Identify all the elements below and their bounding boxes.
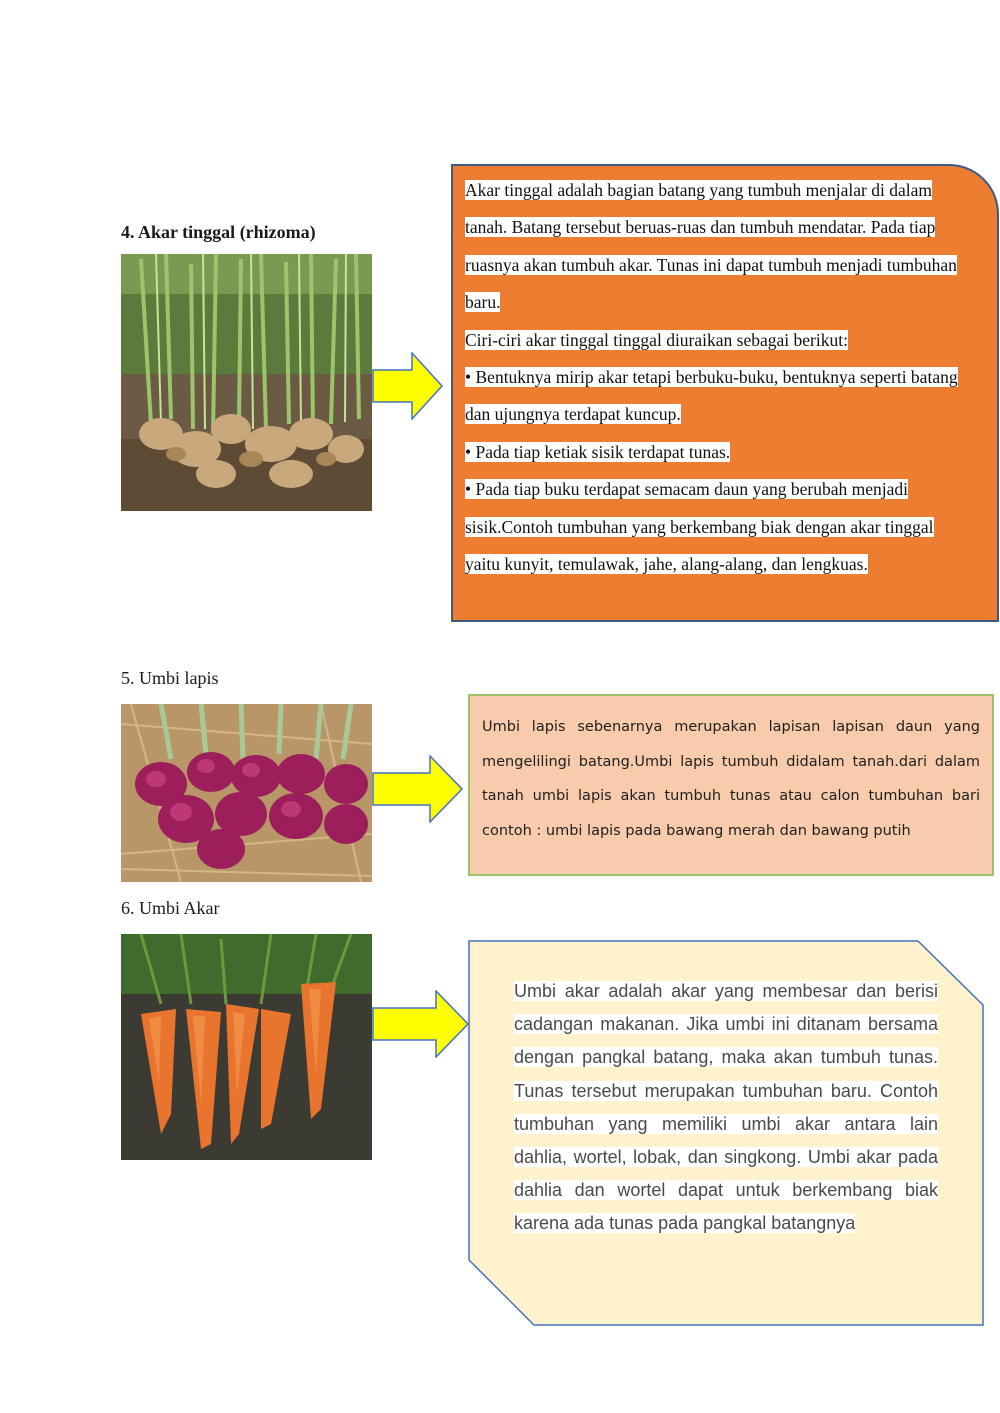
ginger-plant-photo [121,254,372,511]
red-onion-photo [121,704,372,882]
carrot-photo [121,934,372,1160]
rhizoma-description-box [451,164,999,622]
arrow-right-icon [372,755,464,823]
list-item: • Pada tiap ketiak sisik terdapat tunas. [465,441,731,462]
rhizoma-description: Akar tinggal adalah bagian batang yang tumbuh menjalar di dalam tanah. Batang tersebut beruas-ruas dan tumbuh mendatar. Pada tiap ruasnya akan tumbuh akar. Tunas ini dapat tumbuh menjadi tumbuhan baru. [465,180,957,313]
arrow-right-icon [372,990,470,1058]
section-heading-rhizoma: 4. Akar tinggal (rhizoma) [121,222,316,242]
umbi-lapis-description-box [468,694,994,876]
rhizoma-list-intro: Ciri-ciri akar tinggal tinggal diuraikan sebagai berikut: [465,329,848,350]
section-heading-umbi-akar: 6. Umbi Akar [121,898,220,918]
list-item: • Pada tiap buku terdapat semacam daun yang berubah menjadi sisik.Contoh tumbuhan yang berkembang biak dengan akar tinggal yaitu kunyit, temulawak, jahe, alang-alang, dan lengkuas. [465,479,934,575]
section-heading-umbi-lapis: 5. Umbi lapis [121,668,219,688]
umbi-akar-description: Umbi akar adalah akar yang membesar dan berisi cadangan makanan. Jika umbi ini ditanam bersama dengan pangkal batang, maka akan tumbuh tunas. Tunas tersebut merupakan tumbuhan baru. Contoh tumbuhan yang memiliki umbi akar antara lain dahlia, wortel, lobak, dan singkong. Umbi akar pada dahlia dan wortel dapat untuk berkembang biak karena ada tunas pada pangkal batangnya [514,981,938,1234]
arrow-right-icon [372,352,444,420]
umbi-akar-description-box [468,940,984,1326]
list-item: • Bentuknya mirip akar tetapi berbuku-buku, bentuknya seperti batang dan ujungnya terdapat kuncup. [465,367,958,425]
umbi-lapis-description: Umbi lapis sebenarnya merupakan lapisan lapisan daun yang mengelilingi batang.Umbi lapis tumbuh didalam tanah.dari dalam tanah umbi lapis akan tumbuh tunas atau calon tumbuhan bari contoh : umbi lapis pada bawang merah dan bawang putih [482,719,980,839]
